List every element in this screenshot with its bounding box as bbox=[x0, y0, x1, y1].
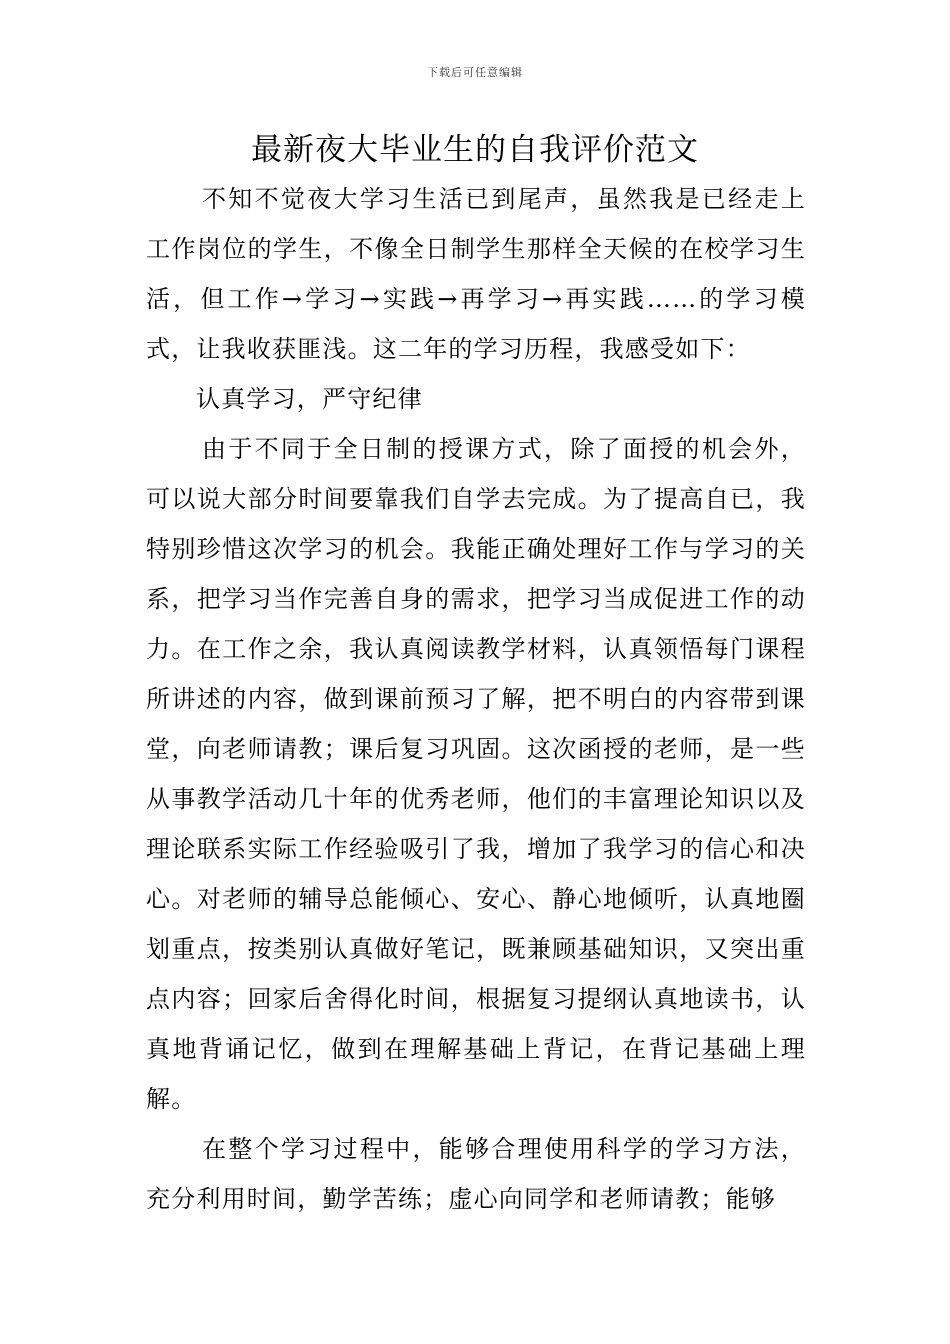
document-body bbox=[146, 174, 806, 1224]
document-title: 最新夜大毕业生的自我评价范文 bbox=[251, 132, 699, 168]
paragraph-study: 由于不同于全日制的授课方式，除了面授的机会外，可以说大部分时间要靠我们自学去完成。为了提高自已，我特别珍惜这次学习的机会。我能正确处理好工作与学习的关系，把学习当作完善自身的需求，把学习当成促进工作的动力。在工作之余，我认真阅读教学材料，认真领悟每门课程所讲述的内容，做到课前预习了解，把不明白的内容带到课堂，向老师请教；课后复习巩固。这次函授的老师，是一些从事教学活动几十年的优秀老师，他们的丰富理论知识以及理论联系实际工作经验吸引了我，增加了我学习的信心和决心。对老师的辅导总能倾心、安心、静心地倾听，认真地圈划重点，按类别认真做好笔记，既兼顾基础知识，又突出重点内容；回家后舍得化时间，根据复习提纲认真地读书，认真地背诵记忆，做到在理解基础上背记，在背记基础上理解。 bbox=[146, 435, 806, 1113]
paragraph-method: 在整个学习过程中，能够合理使用科学的学习方法，充分利用时间，勤学苦练；虚心向同学和老师请教；能够 bbox=[146, 1135, 806, 1213]
section-heading: 认真学习，严守纪律 bbox=[196, 385, 423, 413]
header-note: 下载后可任意编辑 bbox=[427, 66, 523, 79]
paragraph-intro: 不知不觉夜大学习生活已到尾声，虽然我是已经走上工作岗位的学生，不像全日制学生那样全天候的在校学习生活，但工作→学习→实践→再学习→再实践……的学习模式，让我收获匪浅。这二年的学习历程，我感受如下： bbox=[146, 185, 806, 363]
